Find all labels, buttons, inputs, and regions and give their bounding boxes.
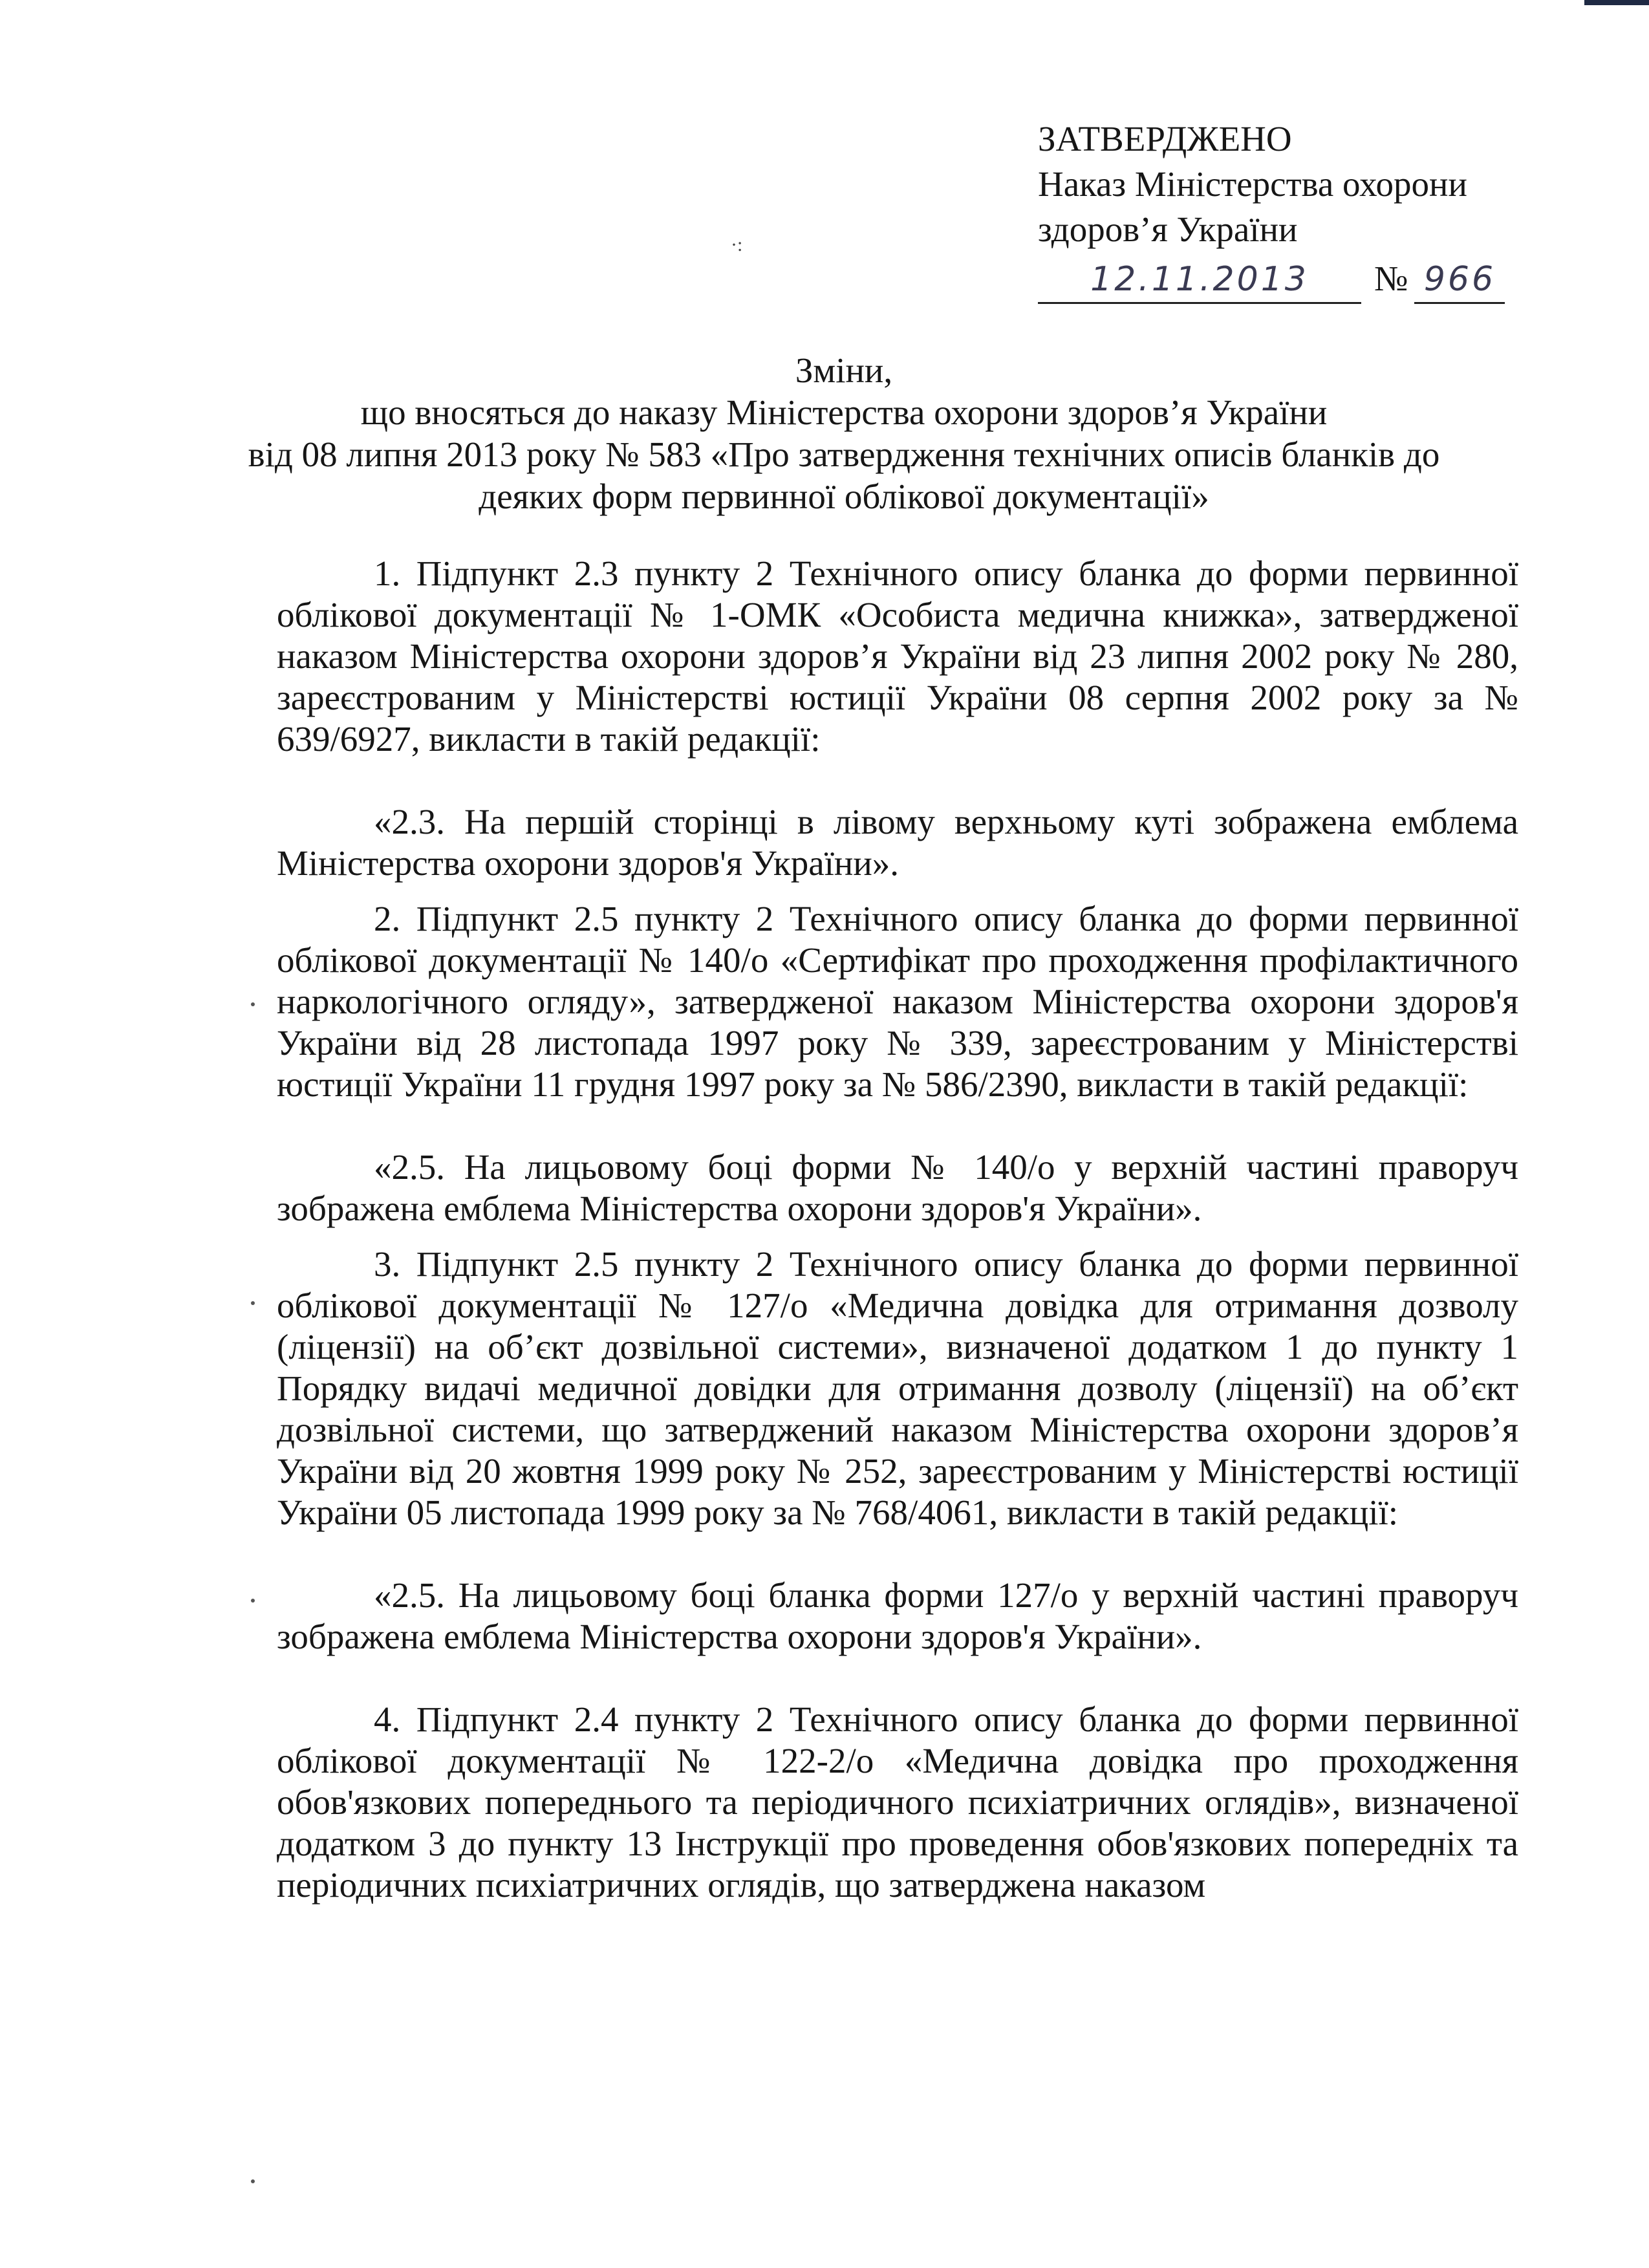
heading-line-2: від 08 липня 2013 року № 583 «Про затвердження технічних описів бланків до xyxy=(248,435,1440,474)
scan-speck: ·: xyxy=(731,234,743,255)
heading-line-3: деяких форм первинної облікової документації» xyxy=(479,477,1209,516)
scan-speck xyxy=(251,1002,255,1006)
paragraph-2: 2. Підпункт 2.5 пункту 2 Технічного опису бланка до форми первинної облікової документації № 140/о «Сертифікат про проходження профілактичного наркологічного огляду», затвердженої наказом Міністерства охорони здоров'я України від 28 листопада 1997 року № 339, зареєстрованим у Міністерстві юстиції України 11 грудня 1997 року за № 586/2390, викласти в такій редакції: xyxy=(277,899,1518,1104)
paragraph-4: 4. Підпункт 2.4 пункту 2 Технічного опису бланка до форми первинної облікової документації № 122-2/о «Медична довідка про проходження обов'язкових попереднього та періодичного психіатричних оглядів», визначеної додатком 3 до пункту 13 Інструкції про проведення обов'язкових попередніх та періодичних психіатричних оглядів, що затверджена наказом xyxy=(277,1700,1518,1905)
heading-title: Зміни, xyxy=(795,351,893,390)
approval-stamp xyxy=(1038,116,1555,304)
approval-date-row xyxy=(1038,256,1555,304)
paragraph-1: 1. Підпункт 2.3 пункту 2 Технічного опису бланка до форми первинної облікової документації № 1-ОМК «Особиста медична книжка», затвердженої наказом Міністерства охорони здоров’я України від 23 липня 2002 року № 280, зареєстрованим у Міністерстві юстиції України 08 серпня 2002 року за № 639/6927, викласти в такій редакції: xyxy=(277,554,1518,759)
scan-speck xyxy=(251,1599,255,1603)
paragraph-3-quote: «2.5. На лицьовому боці бланка форми 127/о у верхній частині праворуч зображена емблема Міністерства охорони здоров'я України». xyxy=(277,1575,1518,1656)
paragraph-3: 3. Підпункт 2.5 пункту 2 Технічного опису бланка до форми первинної облікової документації № 127/о «Медична довідка для отримання дозволу (ліцензії) на об’єкт дозвільної системи», визначеної додатком 1 до пункту 1 Порядку видачі медичної довідки для отримання дозволу (ліцензії) на об’єкт дозвільної системи, що затверджений наказом Міністерства охорони здоров’я України від 20 жовтня 1999 року № 252, зареєстрованим у Міністерстві юстиції України 05 листопада 1999 року за № 768/4061, викласти в такій редакції: xyxy=(277,1244,1518,1532)
document-heading xyxy=(213,349,1474,517)
approval-title: ЗАТВЕРДЖЕНО xyxy=(1038,119,1292,158)
number-sign: № xyxy=(1374,259,1408,298)
scan-corner-mark xyxy=(1584,0,1649,5)
approval-number: 966 xyxy=(1414,257,1505,304)
scan-speck xyxy=(251,2179,255,2183)
document-body xyxy=(277,553,1518,1947)
scan-speck xyxy=(251,1301,255,1305)
paragraph-1-quote: «2.3. На першій сторінці в лівому верхньому куті зображена емблема Міністерства охорони здоров'я України». xyxy=(277,802,1518,883)
approval-order-line: Наказ Міністерства охорони xyxy=(1038,164,1467,204)
heading-line-1: що вносяться до наказу Міністерства охорони здоров’я України xyxy=(360,393,1328,432)
approval-ministry-line: здоров’я України xyxy=(1038,210,1298,249)
approval-date: 12.11.2013 xyxy=(1038,257,1361,304)
paragraph-2-quote: «2.5. На лицьовому боці форми № 140/о у верхній частині праворуч зображена емблема Міністерства охорони здоров'я України». xyxy=(277,1147,1518,1228)
